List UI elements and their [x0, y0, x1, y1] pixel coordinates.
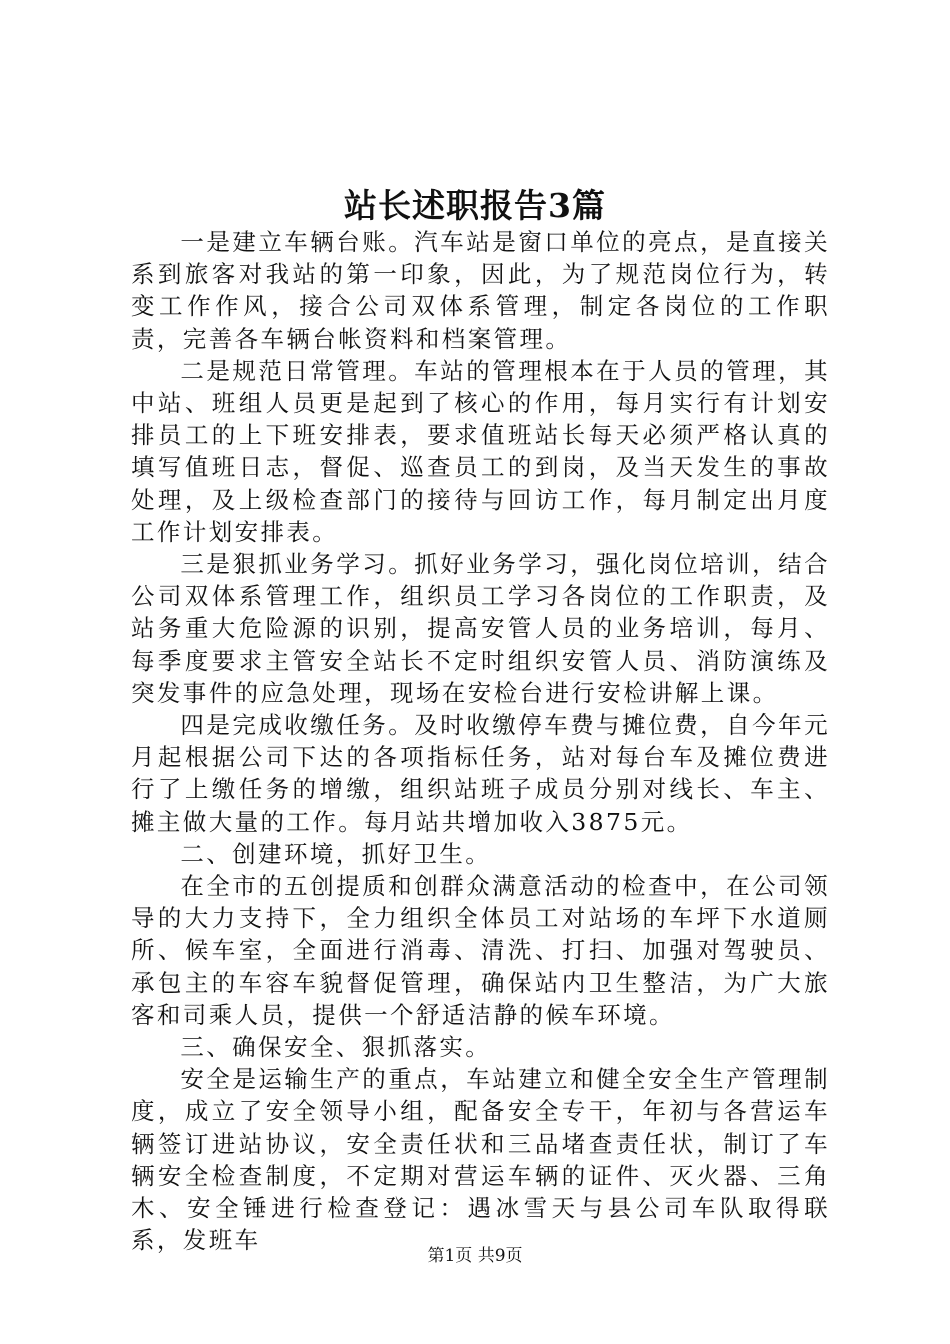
paragraph-vehicle-ledger: 一是建立车辆台账。汽车站是窗口单位的亮点，是直接关系到旅客对我站的第一印象，因此，为了规范岗位行为，转变工作作风，接合公司双体系管理，制定各岗位的工作职责，完善各车辆台帐资料和档案管理。	[131, 228, 830, 353]
paragraph-environment: 在全市的五创提质和创群众满意活动的检查中，在公司领导的大力支持下，全力组织全体员工对站场的车坪下水道厕所、候车室，全面进行消毒、清洗、打扫、加强对驾驶员、承包主的车容车貌督促管理，确保站内卫生整洁，为广大旅客和司乘人员，提供一个舒适洁静的候车环境。	[131, 872, 830, 1029]
paragraph-safety: 安全是运输生产的重点，车站建立和健全安全生产管理制度，成立了安全领导小组，配备安全专干，年初与各营运车辆签订进站协议，安全责任状和三品堵查责任状，制订了车辆安全检查制度，不定期对营运车辆的证件、灭火器、三角木、安全锤进行检查登记：遇冰雪天与县公司车队取得联系，发班车	[131, 1065, 830, 1255]
section-heading-environment: 二、创建环境，抓好卫生。	[180, 839, 492, 868]
paragraph-business-study: 三是狠抓业务学习。抓好业务学习，强化岗位培训，结合公司双体系管理工作，组织员工学习各岗位的工作职责，及站务重大危险源的识别，提高安管人员的业务培训，每月、每季度要求主管安全站长不定时组织安管人员、消防演练及突发事件的应急处理，现场在安检台进行安检讲解上课。	[131, 550, 830, 707]
paragraph-fee-collection: 四是完成收缴任务。及时收缴停车费与摊位费，自今年元月起根据公司下达的各项指标任务，站对每台车及摊位费进行了上缴任务的增缴，组织站班子成员分别对线长、车主、摊主做大量的工作。每月站共增加收入3875元。	[131, 711, 830, 836]
document-title: 站长述职报告3篇	[344, 186, 606, 225]
section-heading-safety: 三、确保安全、狠抓落实。	[180, 1033, 492, 1062]
paragraph-daily-management: 二是规范日常管理。车站的管理根本在于人员的管理，其中站、班组人员更是起到了核心的作用，每月实行有计划安排员工的上下班安排表，要求值班站长每天必须严格认真的填写值班日志，督促、巡查员工的到岗，及当天发生的事故处理，及上级检查部门的接待与回访工作，每月制定出月度工作计划安排表。	[131, 356, 830, 546]
document-body	[131, 226, 830, 1257]
page-footer: 第1页 共9页	[427, 1246, 523, 1266]
